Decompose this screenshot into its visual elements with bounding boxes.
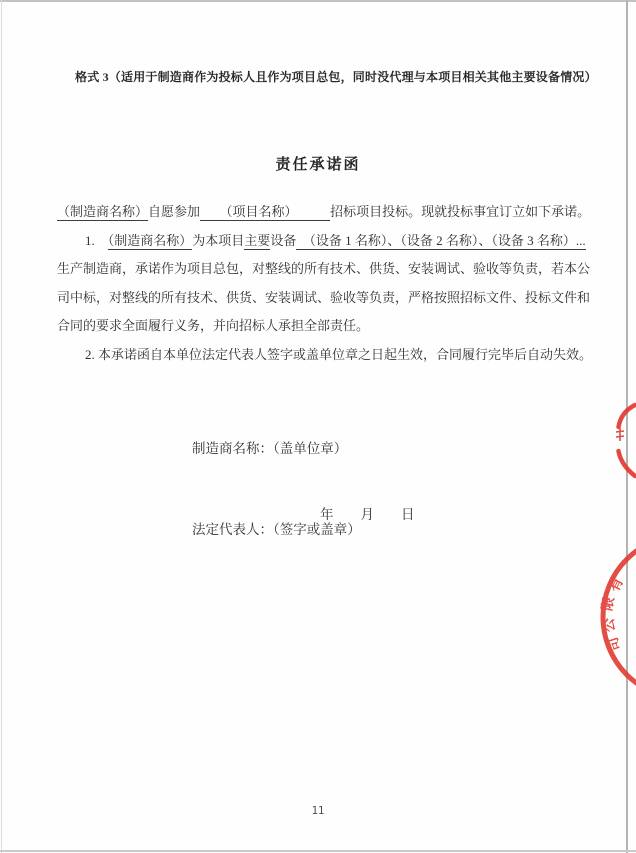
manufacturer-name-blank: （制造商名称） xyxy=(57,204,149,219)
document-title: 责任承诺函 xyxy=(275,157,361,173)
manufacturer-name-blank-2: （制造商名称） xyxy=(107,232,193,248)
equipment-names-blank: （设备 1 名称）、（设备 2 名称）、（设备 3 名称）... xyxy=(296,232,586,248)
seal-char-si: 司 xyxy=(605,634,625,654)
page-edge-left xyxy=(1,0,2,853)
clause-1-line-3: 司中标，对整线的所有技术、供货、安装调试、验收等负责，严格按照招标文件、投标文件和 xyxy=(57,289,591,305)
clause-1-text-1: 为本项目 xyxy=(192,232,245,248)
red-stamps-layer xyxy=(590,395,636,685)
clause-1-number: 1. xyxy=(85,232,108,248)
format-note: 格式 3（适用于制造商作为投标人且作为项目总包，同时没代理与本项目相关其他主要设备情况） xyxy=(75,70,597,84)
clause-1-line-1 xyxy=(57,227,602,256)
stamp-arc-upper xyxy=(619,405,636,427)
clause-1-line-4: 合同的要求全面履行义务，并向招标人承担全部责任。 xyxy=(57,318,370,333)
page-edge-bottom xyxy=(0,850,636,852)
partial-stamp-top xyxy=(616,405,635,476)
page-number: 11 xyxy=(311,805,325,817)
opening-text-2: 招标项目投标。现就投标事宜订立如下承诺。 xyxy=(330,204,591,219)
stamp-arc-lower xyxy=(619,451,636,476)
seal-char-xian: 限 xyxy=(600,595,618,613)
company-seal-partial xyxy=(598,535,636,699)
seal-char-gong: 公 xyxy=(601,617,619,633)
document-body xyxy=(57,198,602,369)
project-name-blank: （项目名称） xyxy=(226,204,292,219)
signature-block xyxy=(192,381,361,597)
clause-1-line-2: 生产制造商，承诺作为项目总包，对整线的所有技术、供货、安装调试、验收等负责，若本公 xyxy=(57,261,591,276)
manufacturer-signature-line: 制造商名称：（盖单位章） xyxy=(192,441,348,456)
blank-underline-2 xyxy=(291,204,330,221)
clause-2: 2. 本承诺函自本单位法定代表人签字或盖单位章之日起生效，合同履行完毕后自动失效。 xyxy=(85,346,593,362)
partial-stamp-character xyxy=(616,428,624,441)
opening-text-1: 自愿参加 xyxy=(148,204,201,219)
opening-paragraph xyxy=(57,198,602,227)
clause-1-underlined-main: 主要 xyxy=(244,232,271,248)
seal-rim xyxy=(603,535,636,699)
clause-1-text-2: 设备 xyxy=(270,232,297,248)
legal-representative-line: 法定代表人：（签字或盖章） xyxy=(192,522,361,537)
date-line: 年 月 日 xyxy=(320,507,415,522)
blank-underline-1 xyxy=(200,204,226,221)
seal-char-you: 有 xyxy=(607,575,627,595)
page-edge-top xyxy=(0,0,636,2)
